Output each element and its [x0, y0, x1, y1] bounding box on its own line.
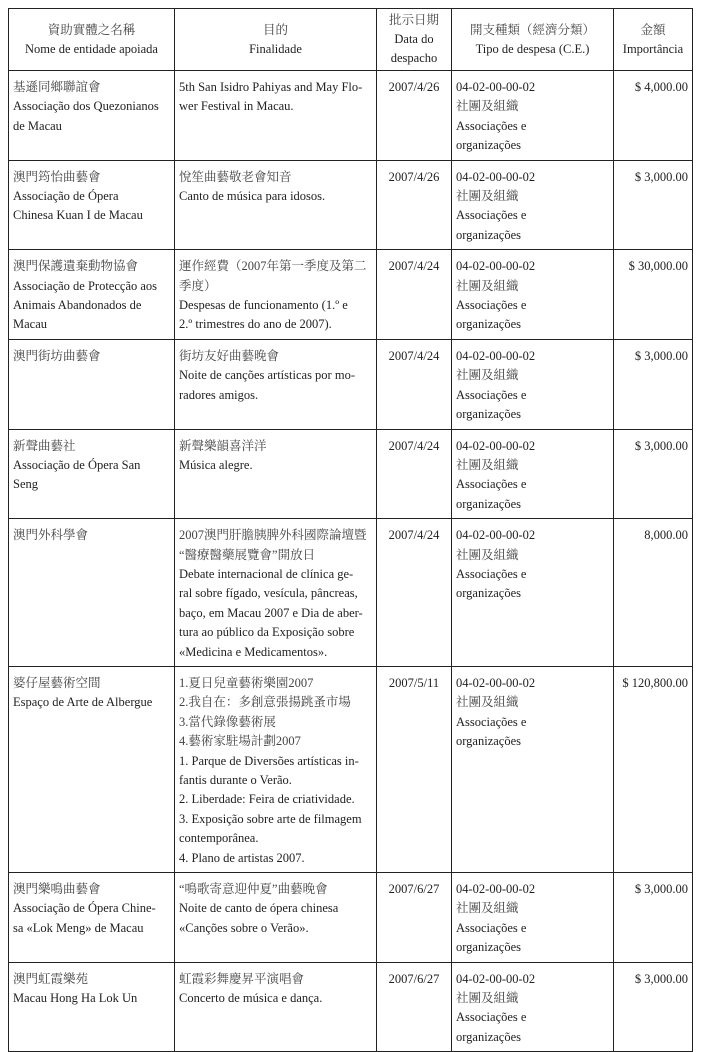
header-amount	[614, 9, 693, 71]
expense-type-line: 社團及組織	[456, 368, 519, 383]
entity-name-line: 澳門街坊曲藝會	[13, 348, 101, 363]
cell-purpose	[175, 873, 377, 963]
entity-name-line: Associação de Ópera San	[13, 457, 141, 472]
entity-name-line: Animais Abandonados de	[13, 298, 142, 313]
table-header-row	[9, 9, 693, 71]
cell-dispatch-date	[377, 160, 452, 250]
amount-value: $ 3,000.00	[634, 971, 688, 986]
purpose-line: 2. Liberdade: Feira de criatividade.	[179, 792, 355, 807]
expense-type-line: Associações e	[456, 566, 527, 581]
purpose-line: 1. Parque de Diversões artísticas in-	[179, 753, 359, 768]
header-label-pt: Data do	[394, 32, 434, 46]
entity-name-line: sa «Lok Meng» de Macau	[13, 920, 144, 935]
header-dispatch-date	[377, 9, 452, 71]
header-expense-type	[452, 9, 614, 71]
header-label-zh: 目的	[262, 22, 288, 37]
header-label-pt: Tipo de despesa (C.E.)	[475, 41, 590, 56]
purpose-line: 4. Plano de artistas 2007.	[179, 850, 305, 865]
dispatch-date: 2007/4/24	[388, 528, 440, 543]
entity-name-line: Associação de Protecção aos	[13, 278, 158, 293]
expense-type-line: 04-02-00-00-02	[456, 348, 536, 363]
expense-type-line: 04-02-00-00-02	[456, 882, 536, 897]
purpose-line: Debate internacional de clínica ge-	[179, 566, 354, 581]
expense-type-line: 04-02-00-00-02	[456, 169, 536, 184]
purpose-line: Concerto de música e dança.	[179, 991, 323, 1006]
entity-name-line: 澳門保護遺棄動物協會	[13, 259, 139, 274]
purpose-line: 2.我自在：多創意張揚跳蚤市場	[179, 695, 351, 710]
dispatch-date: 2007/6/27	[388, 971, 440, 986]
cell-entity-name	[9, 962, 175, 1052]
purpose-line: wer Festival in Macau.	[179, 99, 294, 114]
amount-value: $ 3,000.00	[634, 348, 688, 363]
expense-type-line: organizações	[456, 227, 522, 242]
expense-type-line: 04-02-00-00-02	[456, 80, 536, 94]
expense-type-line: 社團及組織	[456, 695, 519, 710]
purpose-line: «Medicina e Medicamentos».	[179, 644, 328, 659]
expense-type-line: 04-02-00-00-02	[456, 528, 536, 543]
cell-amount	[614, 962, 693, 1052]
amount-value: 8,000.00	[644, 528, 688, 543]
purpose-line: Noite de canções artísticas por mo-	[179, 368, 355, 383]
purpose-line: 3. Exposição sobre arte de filmagem	[179, 811, 362, 826]
header-purpose	[175, 9, 377, 71]
header-label-pt: Importância	[622, 41, 684, 56]
cell-entity-name	[9, 250, 175, 340]
dispatch-date: 2007/6/27	[388, 882, 440, 897]
expense-type-line: Associações e	[456, 714, 527, 729]
purpose-line: contemporânea.	[179, 831, 259, 846]
header-label-zh: 金額	[640, 22, 666, 37]
purpose-line: “鳴歌寄意迎仲夏”曲藝晚會	[179, 882, 328, 897]
amount-value: $ 30,000.00	[628, 259, 688, 274]
purpose-line: 運作經費（2007年第一季度及第二	[179, 259, 367, 274]
cell-dispatch-date	[377, 666, 452, 872]
cell-expense-type	[452, 71, 614, 161]
purpose-line: 4.藝術家駐場計劃2007	[179, 734, 301, 749]
expense-type-line: Associações e	[456, 208, 527, 223]
table-row	[9, 873, 693, 963]
header-label-pt: despacho	[390, 51, 438, 65]
purpose-line: Noite de canto de ópera chinesa	[179, 901, 339, 916]
expense-type-line: Associações e	[456, 920, 527, 935]
cell-entity-name	[9, 160, 175, 250]
header-entity-name	[9, 9, 175, 71]
cell-expense-type	[452, 250, 614, 340]
purpose-line: tura ao público da Exposição sobre	[179, 625, 355, 640]
cell-purpose	[175, 519, 377, 667]
purpose-line: 新聲樂韻喜洋洋	[179, 438, 267, 453]
purpose-line: 5th San Isidro Pahiyas and May Flo-	[179, 80, 363, 94]
expense-type-line: 社團及組織	[456, 901, 519, 916]
purpose-line: Canto de música para idosos.	[179, 189, 326, 204]
header-label-zh: 批示日期	[388, 13, 439, 27]
purpose-line: baço, em Macau 2007 e Dia de aber-	[179, 605, 363, 620]
cell-expense-type	[452, 429, 614, 519]
table-row	[9, 519, 693, 667]
cell-expense-type	[452, 160, 614, 250]
expense-type-line: 04-02-00-00-02	[456, 971, 536, 986]
cell-expense-type	[452, 873, 614, 963]
expense-type-line: Associações e	[456, 477, 527, 492]
cell-expense-type	[452, 339, 614, 429]
entity-name-line: Associação dos Quezonianos	[13, 99, 159, 114]
cell-amount	[614, 250, 693, 340]
entity-name-line: Associação de Ópera	[13, 189, 119, 204]
table-row	[9, 429, 693, 519]
cell-dispatch-date	[377, 519, 452, 667]
cell-dispatch-date	[377, 250, 452, 340]
amount-value: $ 3,000.00	[634, 169, 688, 184]
expense-type-line: organizações	[456, 1029, 522, 1044]
purpose-line: 季度）	[179, 278, 217, 293]
entity-name-line: 澳門外科學會	[13, 528, 89, 543]
purpose-line: 虹霞彩舞慶昇平演唱會	[179, 971, 305, 986]
expense-type-line: 04-02-00-00-02	[456, 259, 536, 274]
cell-purpose	[175, 250, 377, 340]
expense-type-line: Associações e	[456, 387, 527, 402]
entity-name-line: 基遜同鄉聯誼會	[13, 80, 101, 94]
entity-name-line: 澳門虹霞樂苑	[13, 971, 89, 986]
amount-value: $ 120,800.00	[622, 675, 688, 690]
expense-type-line: organizações	[456, 940, 522, 955]
entity-name-line: Associação de Ópera Chine-	[13, 901, 156, 916]
expense-type-line: 社團及組織	[456, 457, 519, 472]
entity-name-line: Seng	[13, 477, 38, 492]
cell-amount	[614, 339, 693, 429]
dispatch-date: 2007/4/26	[388, 80, 440, 94]
expense-type-line: organizações	[456, 586, 522, 601]
purpose-line: «Canções sobre o Verão».	[179, 920, 309, 935]
table-row	[9, 339, 693, 429]
cell-purpose	[175, 429, 377, 519]
purpose-line: radores amigos.	[179, 387, 259, 402]
cell-expense-type	[452, 962, 614, 1052]
cell-dispatch-date	[377, 339, 452, 429]
amount-value: $ 3,000.00	[634, 438, 688, 453]
entity-name-line: 新聲曲藝社	[13, 438, 76, 453]
expense-type-line: organizações	[456, 407, 522, 422]
expense-type-line: organizações	[456, 138, 522, 153]
entity-name-line: 婆仔屋藝術空間	[13, 675, 101, 690]
entity-name-line: Macau Hong Ha Lok Un	[13, 991, 138, 1006]
purpose-line: fantis durante o Verão.	[179, 773, 292, 787]
cell-entity-name	[9, 429, 175, 519]
purpose-line: Despesas de funcionamento (1.º e	[179, 298, 348, 313]
expense-type-line: 社團及組織	[456, 99, 519, 114]
header-label-pt: Finalidade	[249, 41, 302, 56]
entity-name-line: Chinesa Kuan I de Macau	[13, 208, 143, 223]
expense-type-line: 社團及組織	[456, 991, 519, 1006]
purpose-line: 悅笙曲藝敬老會知音	[179, 169, 292, 184]
cell-purpose	[175, 666, 377, 872]
expense-type-line: organizações	[456, 317, 522, 332]
cell-entity-name	[9, 71, 175, 161]
cell-purpose	[175, 339, 377, 429]
cell-entity-name	[9, 873, 175, 963]
expense-type-line: Associações e	[456, 118, 527, 133]
table-row	[9, 71, 693, 161]
purpose-line: 3.當代錄像藝術展	[179, 714, 276, 729]
cell-amount	[614, 429, 693, 519]
purpose-line: ral sobre fígado, vesícula, pâncreas,	[179, 586, 358, 601]
expense-type-line: 04-02-00-00-02	[456, 438, 536, 453]
cell-purpose	[175, 962, 377, 1052]
expense-type-line: organizações	[456, 734, 522, 749]
entity-name-line: de Macau	[13, 118, 62, 133]
table-body	[9, 71, 693, 1052]
cell-amount	[614, 160, 693, 250]
cell-dispatch-date	[377, 873, 452, 963]
purpose-line: 1.夏日兒童藝術樂園2007	[179, 675, 314, 690]
entity-name-line: 澳門樂鳴曲藝會	[13, 882, 101, 897]
purpose-line: “醫療醫藥展覽會”開放日	[179, 547, 316, 562]
expense-type-line: 社團及組織	[456, 189, 519, 204]
expense-type-line: organizações	[456, 496, 522, 511]
cell-amount	[614, 519, 693, 667]
cell-dispatch-date	[377, 962, 452, 1052]
amount-value: $ 3,000.00	[634, 882, 688, 897]
grants-table	[8, 8, 693, 1052]
dispatch-date: 2007/4/24	[388, 438, 440, 453]
entity-name-line: Macau	[13, 317, 48, 332]
expense-type-line: 社團及組織	[456, 278, 519, 293]
cell-purpose	[175, 160, 377, 250]
table-row	[9, 160, 693, 250]
cell-purpose	[175, 71, 377, 161]
dispatch-date: 2007/4/24	[388, 348, 440, 363]
header-label-zh: 開支種類（經濟分類）	[469, 22, 595, 37]
cell-entity-name	[9, 339, 175, 429]
purpose-line: 街坊友好曲藝晚會	[179, 348, 280, 363]
table-row	[9, 962, 693, 1052]
cell-entity-name	[9, 666, 175, 872]
expense-type-line: Associações e	[456, 298, 527, 313]
cell-expense-type	[452, 666, 614, 872]
purpose-line: Música alegre.	[179, 457, 253, 472]
purpose-line: 2.º trimestres do ano de 2007).	[179, 317, 332, 332]
dispatch-date: 2007/4/26	[388, 169, 440, 184]
cell-amount	[614, 873, 693, 963]
cell-dispatch-date	[377, 71, 452, 161]
expense-type-line: 04-02-00-00-02	[456, 675, 536, 690]
table-row	[9, 666, 693, 872]
cell-expense-type	[452, 519, 614, 667]
purpose-line: 2007澳門肝膽胰脾外科國際論壇暨	[179, 528, 367, 543]
entity-name-line: 澳門筠怡曲藝會	[13, 169, 101, 184]
header-label-pt: Nome de entidade apoiada	[25, 41, 158, 56]
cell-entity-name	[9, 519, 175, 667]
entity-name-line: Espaço de Arte de Albergue	[13, 695, 153, 710]
cell-dispatch-date	[377, 429, 452, 519]
expense-type-line: Associações e	[456, 1010, 527, 1025]
dispatch-date: 2007/4/24	[388, 259, 440, 274]
expense-type-line: 社團及組織	[456, 547, 519, 562]
cell-amount	[614, 666, 693, 872]
amount-value: $ 4,000.00	[634, 80, 688, 94]
cell-amount	[614, 71, 693, 161]
header-label-zh: 資助實體之名稱	[47, 22, 136, 37]
table-row	[9, 250, 693, 340]
dispatch-date: 2007/5/11	[388, 675, 440, 690]
